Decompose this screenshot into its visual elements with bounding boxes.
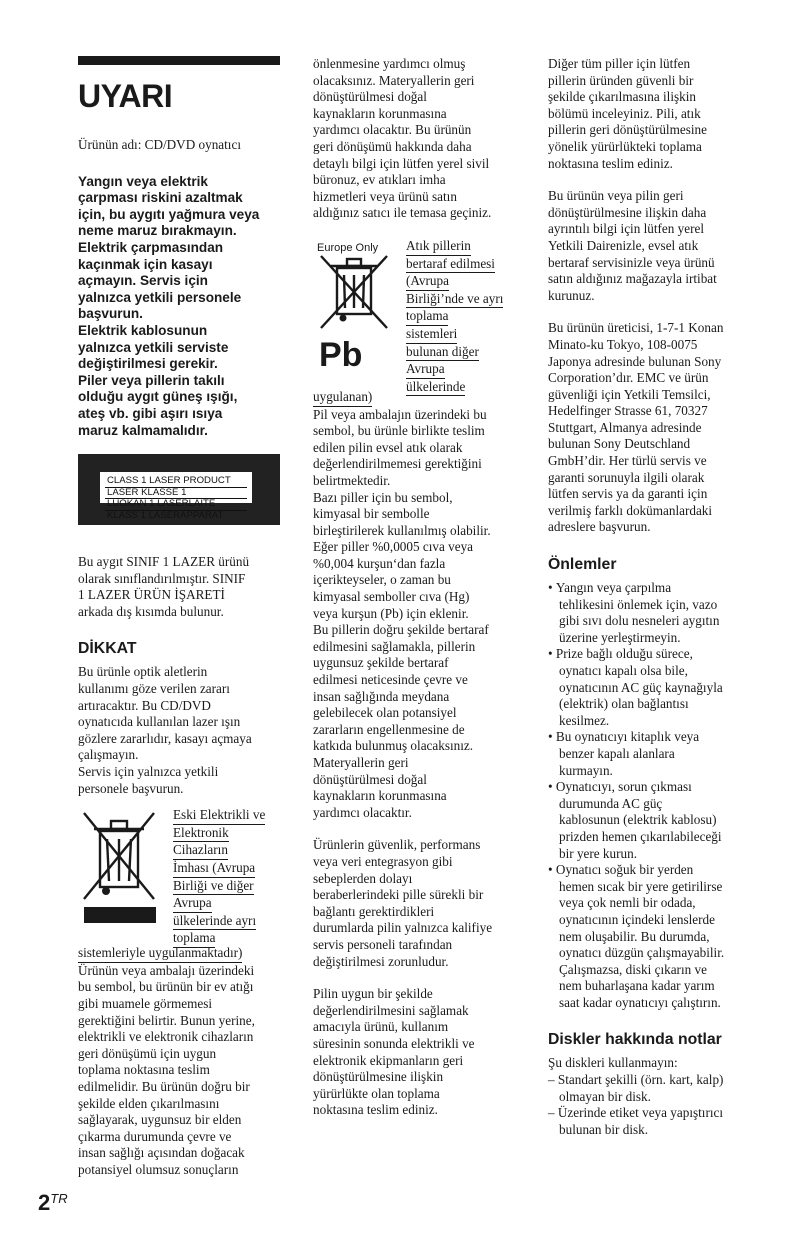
item-text: oynatıcının içindeki lenslerde [559,911,716,927]
list-item: • Oynatıcıyı, sorun çıkması durumunda AC güç kablosunun (elektrik kablosu) prizden hemen çıkarılabileceği bir yere kurun. [548,779,722,861]
product-name: Ürünün adı: CD/DVD oynatıcı [78,137,241,152]
bin-wheel [340,314,347,321]
text-line: edilen pilin evsel atık olarak [313,439,463,455]
battery-block [313,237,516,394]
text-line: dönüştürülmesine ilişkin daha [548,204,707,220]
discs-heading: Diskler hakkında notlar [548,1031,722,1049]
item-text: kurmayın. [559,762,613,778]
item-text: Çalışmazsa, diski çıkarın ve [559,961,707,977]
text-line: elektronik ekipmanların geri [313,1052,464,1068]
disposal-paragraph [313,986,516,1119]
weee-bar [84,907,156,923]
weee-block [78,807,280,945]
caption-line: bertaraf edilmesi [406,256,495,274]
text-line: yardımcı olacaktır. [313,804,412,820]
text-line: elektrikli ve elektronik cihazların [78,1029,254,1045]
warning-line: yalnızca yetkili personele [78,289,242,305]
column-left [78,56,280,1179]
page-title: UYARI [78,78,173,114]
caption-line: Avrupa [173,895,212,913]
text-line: güvenliği için Yetkili Temsilci, [548,386,711,402]
column-middle [313,56,516,1119]
text-line: pillerin geri dönüştürülmesine [548,122,707,138]
warning-line: Yangın veya elektrik [78,173,208,189]
text-line: kullanımı göze verilen zararı [78,681,230,697]
battery-caption [406,238,516,396]
caption-line: ülkelerinde ayrı [173,913,256,931]
item-text: prizden hemen çıkarılabileceği [559,828,722,844]
caption-line: (Avrupa [406,273,449,291]
item-text: saat kadar oynatıcıyı çalıştırın. [559,994,721,1010]
item-text: kesilmez. [559,712,610,728]
text-line: çalışmayın. [78,747,139,763]
text-line: veya kurşun (Pb) için eklenir. [313,605,469,621]
caption-line: Avrupa [406,361,445,379]
warning-line: yalnızca yetkili serviste [78,339,229,355]
text-line: Eğer piller %0,0005 cıva veya [313,539,474,555]
bin-wheel [102,887,110,895]
lead-symbol: Pb [319,335,363,374]
text-line: verilmiş farklı dokümanlardaki [548,502,713,518]
page-number [38,1190,68,1216]
item-text: Prize bağlı olduğu sürece, [555,646,693,662]
text-line: yönelik yürürlükteki toplama [548,138,702,154]
text-line: kimyasal semboller cıva (Hg) [313,589,470,605]
text-line: içerikteyseler, o zaman bu [313,572,451,588]
text-line: gerektiğini belirtir. Bunun yerine, [78,1012,255,1028]
warning-line: açmayın. Servis için [78,273,208,289]
item-text: gibi sıvı dolu nesneleri aygıtın [559,613,720,629]
text-line: süresinin sonunda elektrikli ve [313,1035,475,1051]
text-line: bulunan Sony Deutschland [548,436,691,452]
laser-label-line: CLASS 1 LASER PRODUCT [105,476,247,488]
list-item: • Oynatıcı soğuk bir yerden hemen sıcak bir yere getirilirse veya çok nemli bir odada, oynatıcının içindeki lenslerde nem oluşabilir. Bu durumda, oynatıcı düzgün çalışmayabilir. Çalışmazsa, diski çıkarın ve nem buharlaşana kadar yarım saat kadar oynatıcıyı çalıştırın. [548,862,725,1010]
text-line: detaylı bilgi için lütfen yerel sivil [313,155,490,171]
warning-line: için, bu aygıtı yağmura veya [78,206,260,222]
text-line: dönüştürülmesi doğal [313,89,427,105]
caption-line: Atık pillerin [406,238,471,256]
text-line: ayrıntılı bilgi için lütfen yerel [548,221,705,237]
list-item: – Standart şekilli (örn. kart, kalp) olmayan bir disk. [548,1072,724,1104]
title-rule [78,56,280,65]
text-line: pillerin üründen güvenli bir [548,72,694,88]
text-line: garanti sorunuyla ilgili olarak [548,469,705,485]
text-line: noktasına teslim ediniz. [313,1102,438,1118]
text-line: birleştirilerek kullanılmış olabilir. [313,522,491,538]
list-item: • Bu oynatıcıyı kitaplık veya benzer kapalı alanlara kurmayın. [548,729,700,778]
text-line: önlenmesine yardımcı olmuş [313,56,466,71]
item-text: oynatıcının AC güç kaynağıyla [559,679,723,695]
item-text: Standart şekilli (örn. kart, kalp) [557,1072,724,1088]
text-line: servis personeli tarafından [313,936,453,952]
text-line: insan sağlığı açısından doğacak [78,1145,245,1161]
text-line: olacaksınız. Materyallerin geri [313,72,475,88]
text-line: gözlere zararlıdır, kasayı açmaya [78,730,252,746]
text-line: Bu ürünle optik aletlerin [78,664,208,680]
text-line: sembol, bu ürünle birlikte teslim [313,423,485,439]
text-line: edilmesini sağlamakla, pillerin [313,638,476,654]
item-text: oynatıcı düzgün çalışmayabilir. [559,945,725,961]
text-line: Pilin uygun bir şekilde [313,986,433,1002]
text-line: geri dönüşümü hakkında daha [313,138,472,154]
text-line: bölümü inceleyiniz. Pili, atık [548,105,701,121]
weee-body [78,963,280,1179]
text-line: Servis için yalnızca yetkili [78,764,219,780]
text-line: Bu ürünün üreticisi, 1-7-1 Konan [548,320,724,336]
item-text: Yangın veya çarpılma [555,580,672,596]
item-text: Oynatıcıyı, sorun çıkması [555,779,692,795]
text-line: adreslere başvurun. [548,519,651,535]
warning-line: ateş vb. gibi aşırı ısıya [78,405,223,421]
item-text: üzerine yerleştirmeyin. [559,629,681,645]
text-line: bertaraf servisinizle veya ürünü [548,254,715,270]
caption-line: toplama [173,930,215,948]
text-line: sağlayarak, uygunsuz bir elden [78,1112,242,1128]
text-line: Yetkili Dairenizle, evsel atık [548,237,699,253]
text-line: Materyallerin geri [313,755,409,770]
recycling-info-paragraph [548,188,751,304]
text-line: kaynakların korunmasına [313,105,447,121]
page-number-value: 2 [38,1190,51,1215]
caption-line: sistemleriyle uygulanmaktadır) [78,945,242,963]
text-line: Japonya adresinde bulunan Sony [548,353,722,369]
weee-body-continued [313,56,516,222]
text-line: arkada dış kısımda bulunur. [78,603,224,619]
column-right [548,56,751,1138]
item-text: veya çok nemli bir odada, [559,895,696,911]
text-line: durumlarda pilin yalnızca kalifiye [313,920,493,936]
text-line: aldığınız satıcı ile temasa geçiniz. [313,205,492,221]
text-line: personele başvurun. [78,780,184,796]
caution-heading: DİKKAT [78,640,137,658]
text-line: şekilde çıkarılmasına ilişkin [548,89,696,105]
discs-list [548,1072,751,1138]
item-text: hemen sıcak bir yere getirilirse [559,878,723,894]
text-line: beraberlerindeki pille sürekli bir [313,887,484,903]
text-line: Minato-ku Tokyo, 108-0075 [548,336,698,352]
caption-line: İmhası (Avrupa [173,860,255,878]
caption-line: Eski Elektrikli ve [173,807,265,825]
warning-line: maruz kalmamalıdır. [78,422,208,438]
text-line: gibi muamele görmemesi [78,996,213,1011]
text-line: Ürünlerin güvenlik, performans [313,837,481,853]
item-text: Üzerinde etiket veya yapıştırıcı [557,1105,724,1121]
text-line: büronuz, ev atıkları imha [313,172,446,188]
battery-bin-icon [313,238,399,378]
text-line: edilmesi neticesinde çevre ve [313,672,468,688]
item-text: benzer kapalı alanlara [559,745,675,761]
text-line: satın aldığınız mağazayla irtibat [548,271,717,287]
precautions-list [548,580,751,1011]
text-line: artıracaktır. Bu CD/DVD [78,697,211,713]
text-line: noktasına teslim ediniz. [548,155,673,171]
text-line: şekilde elden çıkarılmasını [78,1095,220,1111]
text-line: değiştirilmesi zorunludur. [313,953,449,969]
list-item: – Üzerinde etiket veya yapıştırıcı bulunan bir disk. [548,1105,724,1137]
text-line: kimyasal bir sembolle [313,506,430,522]
text-line: dönüştürülmesi doğal [313,771,427,787]
caption-line: Birliği’nde ve ayrı [406,291,503,309]
item-text: nem oluşabilir. Bu durumda, [559,928,710,944]
text-line: yardımcı olacaktır. Bu ürünün [313,122,472,138]
warning-line: Elektrik kablosunun [78,322,208,338]
text-line: insan sağlığında meydana [313,688,450,704]
text-line: Pil veya ambalajın üzerindeki bu [313,406,487,422]
precautions-heading: Önlemler [548,556,617,574]
text-line: potansiyel olumsuz sonuçların [78,1161,239,1177]
text-line: Corporation’dır. EMC ve ürün [548,370,709,386]
warning-line: Elektrik çarpmasından [78,239,224,255]
text-line: Bu pillerin doğru şekilde bertaraf [313,622,489,638]
battery-body [313,407,516,822]
text-line: belirtmektedir. [313,472,391,488]
text-line: zararların engellenmesine de [313,721,465,737]
item-text: kablosunun (elektrik kablosu) [559,812,717,828]
page-language-code: TR [50,1191,68,1206]
text-line: katkıda bulunmuş olacaksınız. [313,738,474,754]
other-batteries-paragraph [548,56,751,172]
text-line: Diğer tüm piller için lütfen [548,56,691,71]
item-text: bir yere kurun. [559,845,637,861]
text-line: Bu ürünün veya pilin geri [548,188,684,204]
text-line: Stuttgart, Almanya adresinde [548,419,702,435]
item-text: nem buharlaşana kadar yarım [559,978,715,994]
laser-label-panel [78,454,280,525]
text-line: uygunsuz şekilde bertaraf [313,655,449,671]
item-text: (elektrik) olan bağlantısı [559,696,689,712]
text-line: çıkarma durumunda çevre ve [78,1128,232,1144]
item-text: oynatıcı kapalı olsa bile, [559,663,688,678]
text-line: kurunuz. [548,287,595,303]
item-text: Oynatıcı soğuk bir yerden [555,862,694,878]
caption-line: sistemleri [406,326,457,344]
safety-paragraph [313,837,516,970]
text-line: toplama noktasına teslim [78,1062,210,1078]
caption-line: uygulanan) [313,389,372,407]
text-line: Ürünün veya ambalajı üzerindeki [78,962,255,978]
crossed-bin-icon [78,807,164,925]
text-line: geri dönüşümü için uygun [78,1045,217,1061]
list-item: • Yangın veya çarpılma tehlikesini önlemek için, vazo gibi sıvı dolu nesneleri aygıtın üzerine yerleştirmeyin. [548,580,720,645]
warning-line: olduğu aygıt güneş ışığı, [78,389,238,405]
warning-block [78,174,280,440]
warning-line: Piler veya pillerin takılı [78,372,225,388]
caption-line: bulunan diğer [406,344,479,362]
text-line: yürürlükte olan toplama [313,1085,440,1101]
item-text: durumunda AC güç [559,795,663,811]
text-line: değerlendirilmesini sağlamak [313,1002,469,1018]
caption-line: Elektronik [173,825,229,843]
text-line: olarak sınıflandırılmıştır. SINIF [78,570,246,586]
text-line: hizmetleri veya ürünü satın [313,188,457,204]
text-line: Hedelfinger Strasse 61, 70327 [548,403,708,419]
text-line: dönüştürülmesine ilişkin [313,1069,444,1085]
warning-line: başvurun. [78,306,143,322]
text-line: bu sembol, bu ürünün bir ev atığı [78,979,254,995]
manufacturer-paragraph [548,320,751,536]
caution-text [78,664,280,797]
europe-only-label: Europe Only [317,241,379,254]
text-line: gelebilecek olan potansiyel [313,705,457,721]
laser-product-label [100,472,252,521]
laser-label-line: KLASS 1 LASERAPPARAT [107,509,224,521]
text-line: değerlendirilmemesi gerektiğini [313,456,482,472]
caption-line: toplama [406,308,448,326]
text-line: oynatıcıda kullanılan lazer ışın [78,714,241,730]
text-line: 1 LAZER ÜRÜN İŞARETİ [78,587,225,603]
caption-line: Cihazların [173,842,228,860]
item-text: bulunan bir disk. [559,1121,649,1137]
text-line: bağlantı gerektirdikleri [313,903,435,919]
warning-line: kaçınmak için kasayı [78,256,213,272]
item-text: olmayan bir disk. [559,1088,651,1104]
item-text: Bu oynatıcıyı kitaplık veya [555,729,700,745]
text-line: %0,004 kurşun‘dan fazla [313,555,446,571]
laser-label-line: LASER KLASSE 1 [105,488,247,500]
text-line: GmbH’dir. Her türlü servis ve [548,453,707,469]
text-line: edilmelidir. Bu ürünün doğru bir [78,1078,250,1094]
text-line: kaynakların korunmasına [313,788,447,804]
discs-intro: Şu diskleri kullanmayın: [548,1055,678,1071]
text-line: Bazı piller için bu sembol, [313,489,453,505]
text-line: lütfen servis ya da garanti için [548,486,708,502]
laser-label-line: LUOKAN 1 LASERLAITE [105,499,247,511]
warning-line: neme maruz bırakmayın. [78,223,237,239]
warning-line: değiştirilmesi gerekir. [78,356,218,372]
list-item: • Prize bağlı olduğu sürece, oynatıcı kapalı olsa bile, oynatıcının AC güç kaynağıyla (elektrik) olan bağlantısı kesilmez. [548,646,723,728]
text-line: sebeplerden dolayı [313,870,413,886]
weee-caption [173,807,283,948]
item-text: tehlikesini önlemek için, vazo [559,596,718,612]
warning-line: çarpması riskini azaltmak [78,190,243,206]
laser-class-text [78,554,280,620]
caption-line: ülkelerinde [406,379,465,397]
caption-line: Birliği ve diğer [173,878,254,896]
text-line: veya veri entegrasyon gibi [313,853,453,869]
text-line: amacıyla ürünü, kullanım [313,1019,449,1035]
text-line: Bu aygıt SINIF 1 LAZER ürünü [78,554,250,570]
